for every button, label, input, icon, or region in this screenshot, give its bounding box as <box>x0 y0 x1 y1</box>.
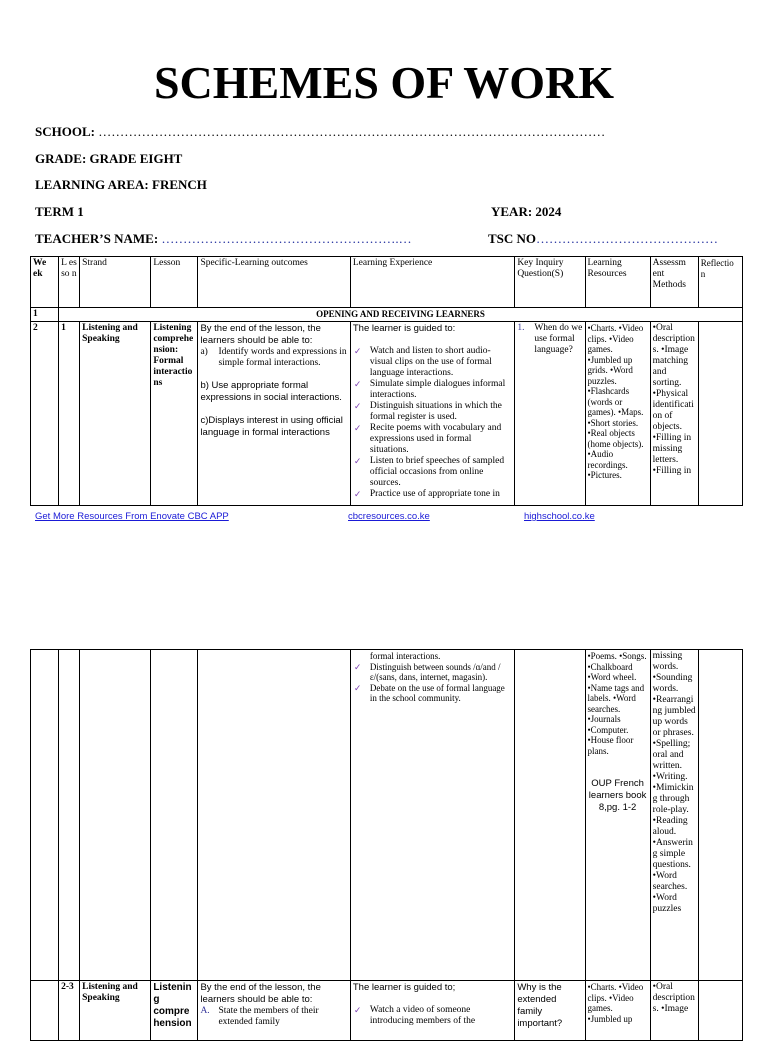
cont-inquiry <box>515 650 585 981</box>
teacher-label: TEACHER’S NAME: <box>35 231 159 246</box>
page-title: SCHEMES OF WORK <box>153 57 615 108</box>
table-row-continuation <box>31 650 743 981</box>
school-label: SCHOOL: <box>35 124 95 139</box>
row3-reflection <box>698 981 742 1041</box>
row3-outcome-a-marker: A. <box>200 1006 210 1016</box>
cont-outcomes <box>198 650 350 981</box>
table-row-week2-lesson2 <box>31 981 743 1041</box>
grade-line: GRADE: GRADE EIGHT <box>35 151 183 166</box>
check-icon: ✓ <box>353 456 362 466</box>
row2-lesson-title: Listening comprehension: Formal interactions <box>151 322 198 506</box>
header-assessment: Assessm ent Methods <box>650 257 698 308</box>
row2-strand: Listening and Speaking <box>80 322 151 506</box>
header-lesson-number: L es so n <box>59 257 80 308</box>
check-icon: ✓ <box>353 682 362 693</box>
row3-lesson-title: Listening comprehension <box>151 981 198 1041</box>
header-experience: Learning Experience <box>350 257 514 308</box>
row2-reflection <box>698 322 742 506</box>
row3-outcome-a-text: State the members of their extended family <box>218 1006 319 1027</box>
oup-reference: OUP French learners book 8,pg. 1-2 <box>588 778 647 813</box>
table-row-opening <box>31 308 743 322</box>
experience-list <box>353 346 512 500</box>
outcome-a-marker: a) <box>200 347 208 357</box>
header-resources: Learning Resources <box>585 257 650 308</box>
cont-reflection <box>698 650 742 981</box>
tsc-label: TSC NO <box>488 231 537 246</box>
check-icon: ✓ <box>353 401 362 411</box>
row1-week: 1 <box>31 308 59 322</box>
school-line <box>35 124 605 140</box>
header-lesson: Lesson <box>151 257 198 308</box>
table-header-row <box>31 257 743 308</box>
cont-strand <box>80 650 151 981</box>
outcome-a-text: Identify words and expressions in simple formal interactions. <box>218 347 347 368</box>
outcomes-intro: By the end of the lesson, the learners should be able to: <box>200 323 321 346</box>
check-icon: ✓ <box>353 489 362 499</box>
check-icon: ✓ <box>353 423 362 433</box>
row2-lesson: 1 <box>59 322 80 506</box>
learning-area-line: LEARNING AREA: FRENCH <box>35 177 207 192</box>
teacher-line <box>35 231 412 247</box>
experience-item: ✓ Debate on the use of formal language in the school community. <box>353 682 505 703</box>
school-dots: ……………………………………………………………………………………………………… <box>98 124 606 139</box>
cont-experience <box>350 650 514 981</box>
year-line: YEAR: 2024 <box>491 204 562 219</box>
header-strand: Strand <box>80 257 151 308</box>
inquiry-question <box>517 323 582 356</box>
row2-assessment: •Oral descriptions. •Image matching and sorting. •Physical identification of objects. •Filling in missing letters. •Filling in <box>650 322 698 506</box>
row3-experience-intro: The learner is guided to; <box>352 982 456 993</box>
check-icon: ✓ <box>353 661 362 672</box>
row3-outcomes <box>198 981 350 1041</box>
resources-cont: •Poems. •Songs. •Chalkboard •Word wheel. •Name tags and labels. •Word searches. •Journals •Computer. •House floor plans. <box>587 651 647 756</box>
header-inquiry: Key Inquiry Question(S) <box>515 257 585 308</box>
check-icon: ✓ <box>353 379 362 389</box>
experience-item: ✓ Recite poems with vocabulary and expressions used in formal situations. <box>353 423 502 455</box>
row3-resources: •Charts. •Video clips. •Video games. •Jumbled up <box>585 981 650 1041</box>
row3-lesson: 2-3 <box>59 981 80 1041</box>
outcome-c: c)Displays interest in using official language in formal interactions <box>200 415 343 438</box>
cont-resources <box>585 650 650 981</box>
footer-link-highschool[interactable]: highschool.co.ke <box>524 511 595 522</box>
experience-item: ✓ Watch and listen to short audio-visual clips on the use of formal language interactions. <box>353 346 492 378</box>
row3-inquiry: Why is the extended family important? <box>515 981 585 1041</box>
experience-item: ✓ Distinguish situations in which the formal register is used. <box>353 401 502 422</box>
cont-lesson-title <box>151 650 198 981</box>
row2-resources: •Charts. •Video clips. •Video games. •Jumbled up grids. •Word puzzles. •Flashcards (words or games). •Maps. •Short stories. •Real objects (home objects). •Audio recordings. •Pictures. <box>585 322 650 506</box>
experience-item: ✓ Watch a video of someone introducing members of the <box>353 1005 476 1026</box>
check-icon: ✓ <box>353 346 362 356</box>
row2-week: 2 <box>31 322 59 506</box>
row3-assessment: •Oral descriptions. •Image <box>650 981 698 1041</box>
experience-item: ✓ Distinguish between sounds /ɑ/and /ɛ/(sans, dans, internet, magasin). <box>353 661 501 682</box>
row3-strand: Listening and Speaking <box>80 981 151 1041</box>
experience-item: ✓ Listen to brief speeches of sampled official occasions from online sources. <box>353 456 505 488</box>
footer-link-enovate[interactable]: Get More Resources From Enovate CBC APP <box>35 511 229 522</box>
cont-lesson <box>59 650 80 981</box>
scheme-table-page2 <box>30 649 743 1041</box>
header-week: We ek <box>31 257 59 308</box>
cont-assessment: missing words. •Sounding words. •Rearranging jumbled up words or phrases. •Spelling; oral and written. •Writing. •Mimicking through role-play. •Reading aloud. •Answering simple questions. •Word searches. •Word puzzles <box>650 650 698 981</box>
experience-intro: The learner is guided to: <box>352 323 456 334</box>
row2-experience <box>350 322 514 506</box>
outcome-a <box>200 347 347 369</box>
teacher-dots: ……………………………………………….… <box>161 231 412 246</box>
scheme-table-page1 <box>30 256 743 506</box>
experience-cont-list <box>353 662 512 704</box>
row3-week <box>31 981 59 1041</box>
cont-week <box>31 650 59 981</box>
outcome-b: b) Use appropriate formal expressions in social interactions. <box>200 380 342 403</box>
experience-cont-first: formal interactions. <box>369 651 441 661</box>
row2-outcomes <box>198 322 350 506</box>
row3-experience <box>350 981 514 1041</box>
question-number: 1. <box>517 323 525 333</box>
check-icon: ✓ <box>353 1005 362 1015</box>
tsc-line <box>488 231 718 247</box>
table-row-week2 <box>31 322 743 506</box>
question-text: When do we use formal language? <box>534 323 583 355</box>
header-reflection: Reflectio n <box>698 257 742 308</box>
row1-opening-text: OPENING AND RECEIVING LEARNERS <box>59 308 743 322</box>
row2-inquiry <box>515 322 585 506</box>
header-outcomes: Specific-Learning outcomes <box>198 257 350 308</box>
tsc-dots: …………………………………… <box>536 231 719 246</box>
row3-outcomes-intro: By the end of the lesson, the learners should be able to: <box>200 982 321 1005</box>
row3-outcome-a <box>200 1006 347 1028</box>
experience-item: ✓ Simulate simple dialogues informal interactions. <box>353 379 506 400</box>
footer-link-cbcresources[interactable]: cbcresources.co.ke <box>348 511 430 522</box>
experience-item: ✓ Practice use of appropriate tone in <box>353 489 500 499</box>
term-line: TERM 1 <box>35 204 84 219</box>
